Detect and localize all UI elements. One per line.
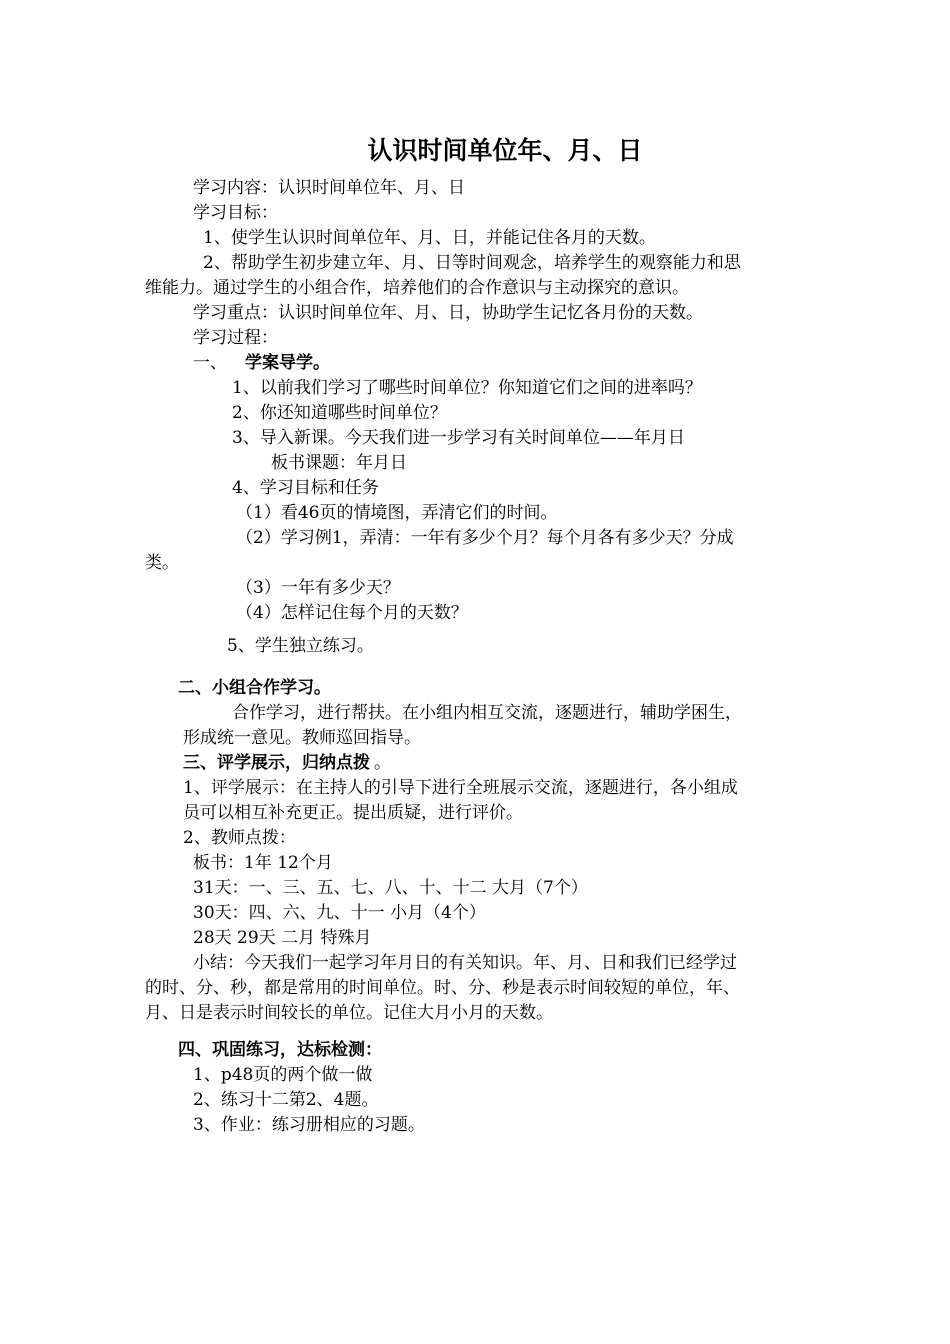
text-line: 28天 29天 二月 特殊月	[193, 928, 372, 948]
section-heading: 二、小组合作学习。	[178, 678, 331, 698]
section-heading: 四、巩固练习，达标检测：	[178, 1040, 382, 1060]
text-line: 2、你还知道哪些时间单位？	[232, 403, 447, 423]
text-line: 1、p48页的两个做一做	[193, 1065, 373, 1085]
text-line: （4）怎样记住每个月的天数？	[236, 603, 468, 623]
text-line: （2）学习例1，弄清：一年有多少个月？每个月各有多少天？分成	[236, 528, 734, 548]
text-line: 学习内容：认识时间单位年、月、日	[193, 178, 465, 198]
text-line: 合作学习，进行帮扶。在小组内相互交流，逐题进行，辅助学困生，	[232, 703, 742, 723]
text-line: 4、学习目标和任务	[232, 478, 379, 498]
punctuation: 。	[374, 753, 391, 773]
text-line: 员可以相互补充更正。提出质疑，进行评价。	[183, 803, 523, 823]
text-line: 2、教师点拨：	[183, 828, 296, 848]
text-line: 5、学生独立练习。	[227, 636, 374, 656]
text-line: 板书：1年 12个月	[193, 853, 333, 873]
text-line: 学习重点：认识时间单位年、月、日，协助学生记忆各月份的天数。	[193, 303, 703, 323]
text-line: 板书课题：年月日	[271, 453, 407, 473]
text-line: （3）一年有多少天？	[236, 578, 400, 598]
section-heading: 三、评学展示，归纳点拨	[183, 753, 370, 773]
text-line: 维能力。通过学生的小组合作，培养他们的合作意识与主动探究的意识。	[145, 278, 689, 298]
text-line: 2、练习十二第2、4题。	[193, 1090, 379, 1110]
section-heading: 学案导学。	[245, 353, 330, 373]
text-line: 学习过程：	[193, 328, 278, 348]
text-line: 1、评学展示：在主持人的引导下进行全班展示交流，逐题进行，各小组成	[183, 778, 738, 798]
text-line: 30天：四、六、九、十一 小月（4个）	[193, 903, 486, 923]
document-title: 认识时间单位年、月、日	[367, 136, 643, 165]
text-line: 1、以前我们学习了哪些时间单位？你知道它们之间的进率吗？	[232, 378, 702, 398]
text-line: 的时、分、秒，都是常用的时间单位。时、分、秒是表示时间较短的单位，年、	[145, 978, 740, 998]
text-line: 2、帮助学生初步建立年、月、日等时间观念，培养学生的观察能力和思	[203, 253, 741, 273]
text-line: 月、日是表示时间较长的单位。记住大月小月的天数。	[145, 1003, 553, 1023]
section-number: 一、	[193, 353, 227, 373]
text-line: 学习目标：	[193, 203, 278, 223]
text-line: 形成统一意见。教师巡回指导。	[183, 728, 421, 748]
text-line: 小结：今天我们一起学习年月日的有关知识。年、月、日和我们已经学过	[193, 953, 737, 973]
text-line: 31天：一、三、五、七、八、十、十二 大月（7个）	[193, 878, 588, 898]
text-line: 3、导入新课。今天我们进一步学习有关时间单位——年月日	[232, 428, 685, 448]
text-line: 3、作业：练习册相应的习题。	[193, 1115, 425, 1135]
text-line: （1）看46页的情境图，弄清它们的时间。	[236, 503, 558, 523]
text-line: 类。	[145, 553, 179, 573]
text-line: 1、使学生认识时间单位年、月、日，并能记住各月的天数。	[203, 228, 656, 248]
